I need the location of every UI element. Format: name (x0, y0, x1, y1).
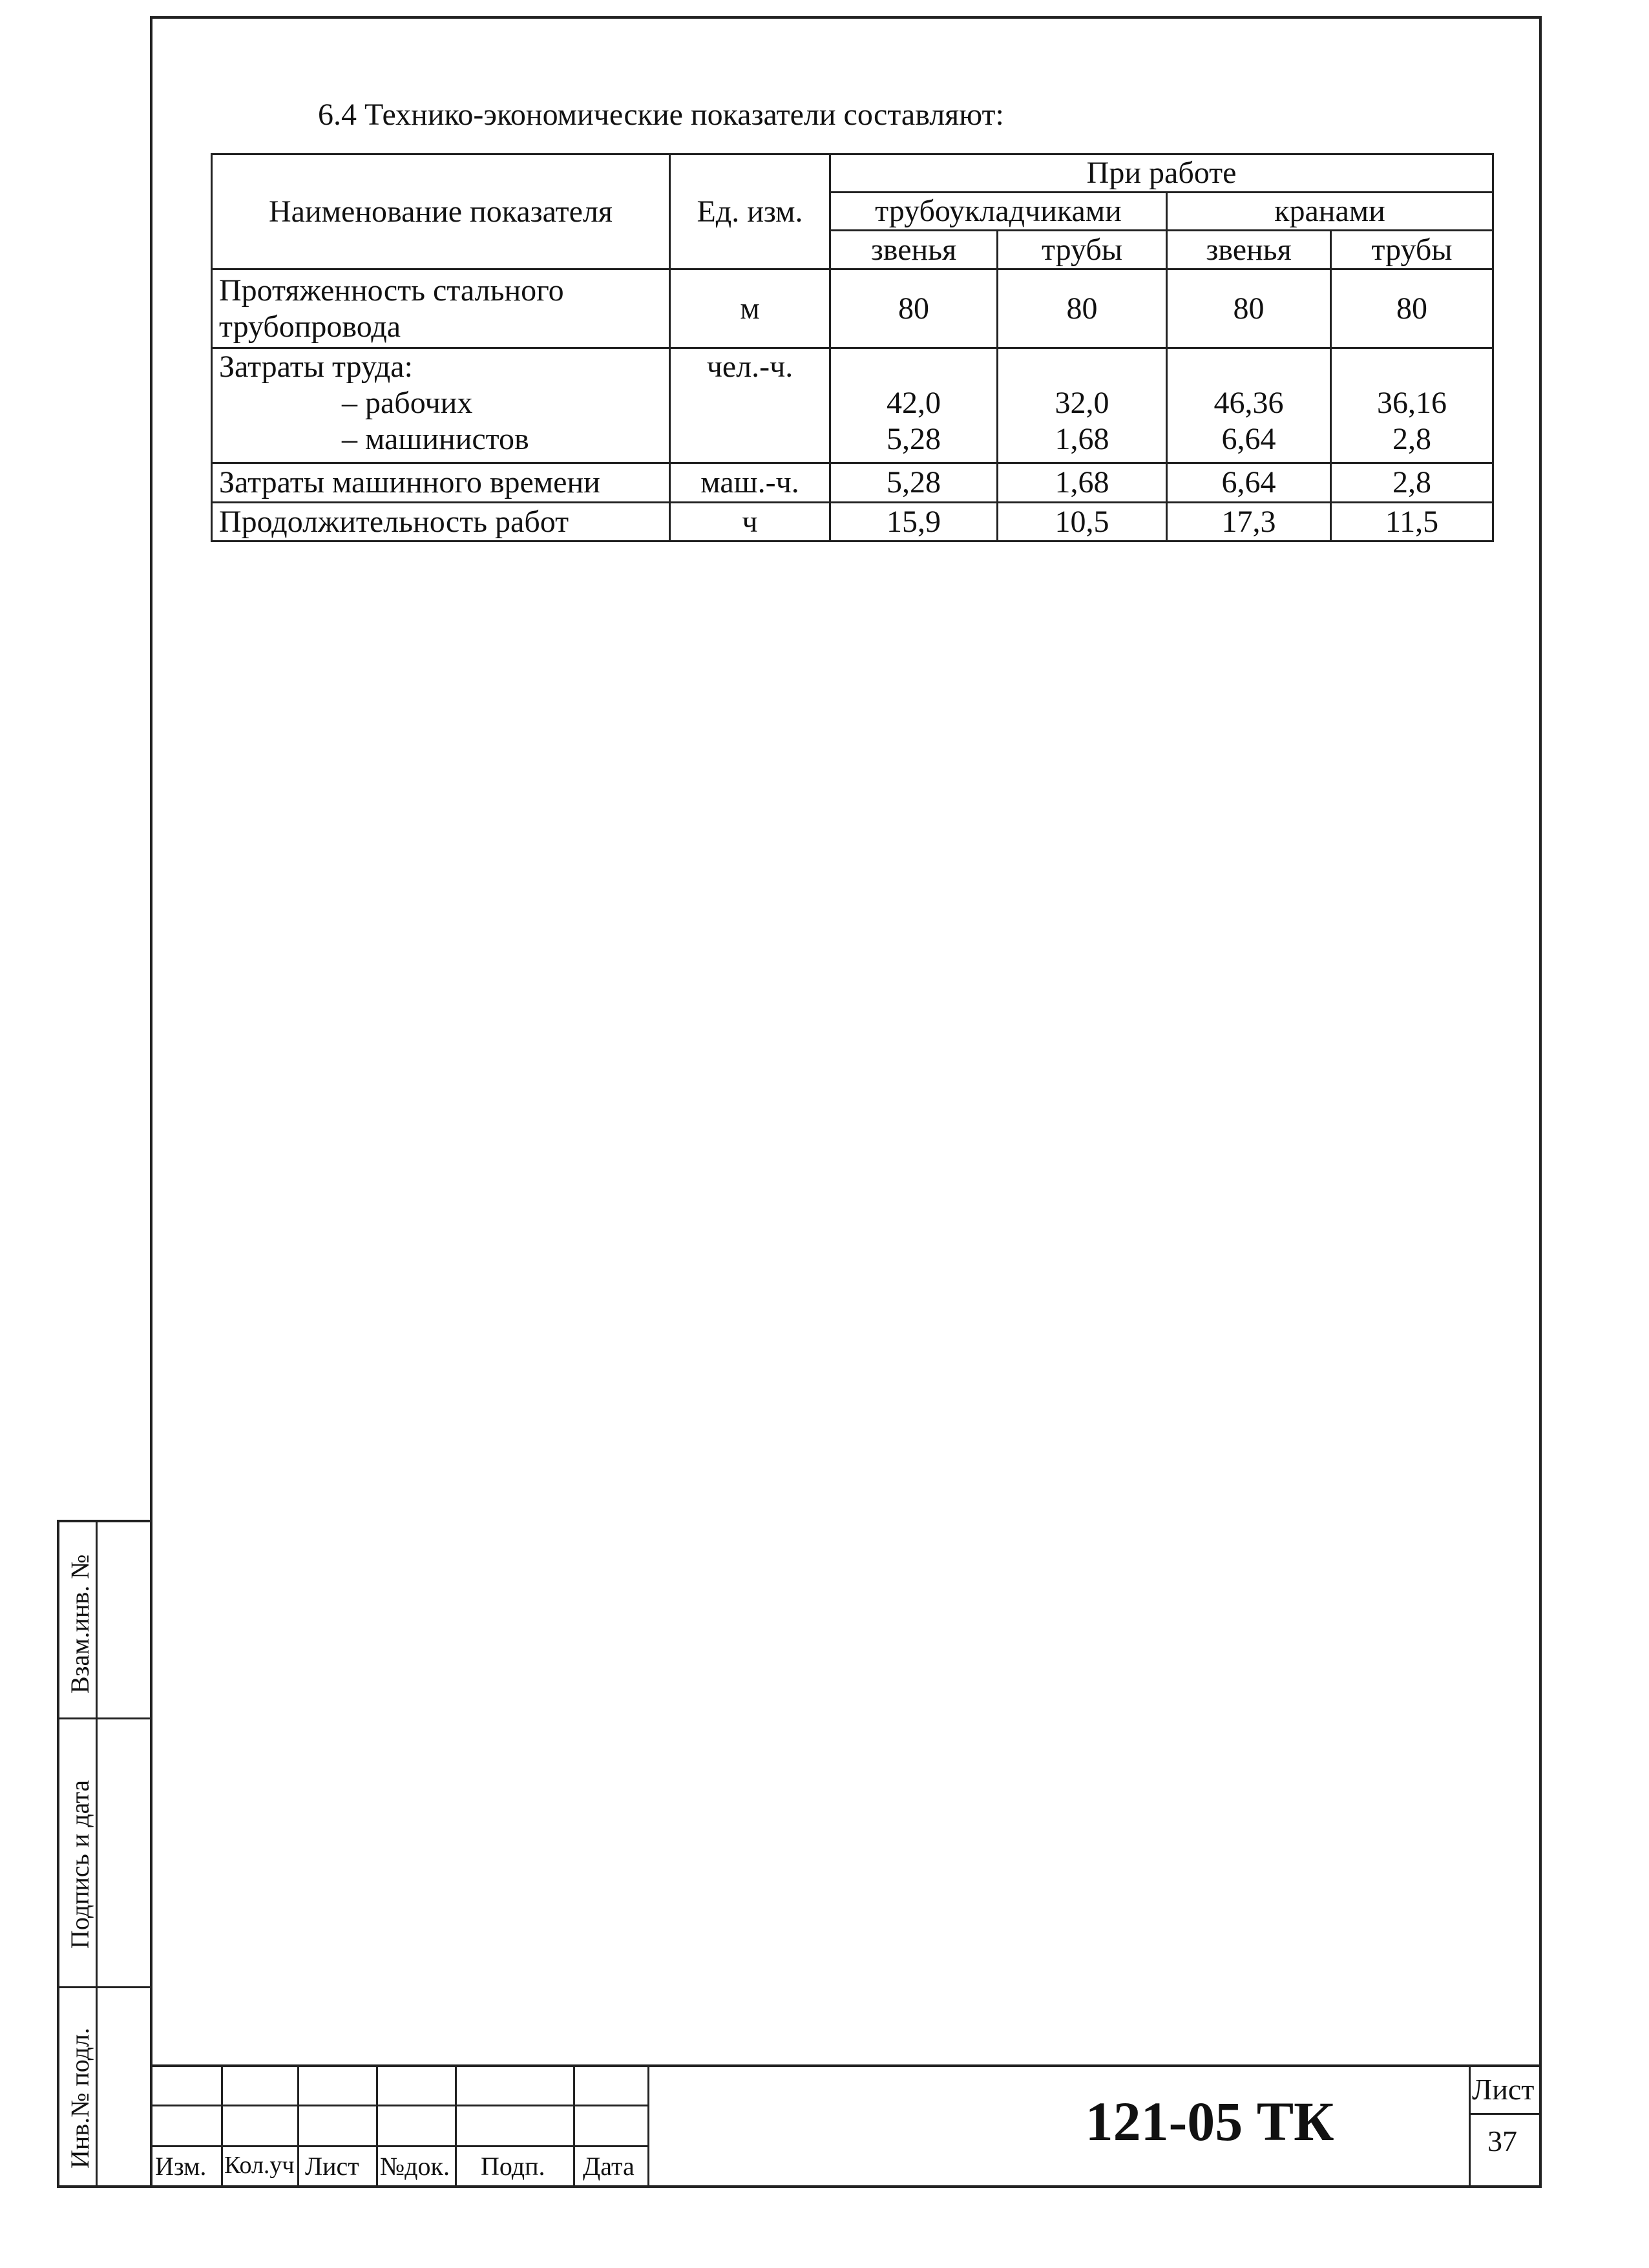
row-value: 80 (1167, 269, 1331, 348)
header-links: звенья (1167, 231, 1331, 269)
row-name (212, 269, 670, 348)
tb-label-kol: Кол.уч (224, 2152, 295, 2179)
title-block-border (647, 2064, 649, 2188)
row-value: 15,9 (830, 503, 998, 541)
title-block-border (221, 2064, 223, 2188)
inv-orig-label: Инв.№ подл. (65, 2028, 94, 2168)
title-block-border (455, 2064, 457, 2188)
row-value: 80 (830, 269, 998, 348)
row-value: 11,5 (1331, 503, 1493, 541)
value-operators: 6,64 (1221, 422, 1276, 456)
indicators-table (211, 153, 1494, 542)
value-operators: 1,68 (1055, 422, 1109, 456)
title-block-border (150, 2064, 1542, 2067)
header-cranes: кранами (1167, 193, 1493, 231)
value-operators: 2,8 (1392, 422, 1432, 456)
section-heading: 6.4 Технико-экономические показатели составляют: (318, 98, 1004, 132)
row-unit: м (670, 269, 830, 348)
row-value: 5,28 (830, 463, 998, 503)
title-block-border (297, 2064, 299, 2188)
table-header-row (212, 154, 1493, 193)
value-operators: 5,28 (887, 422, 941, 456)
row-name-line: трубопровода (219, 309, 401, 344)
row-value (1331, 348, 1493, 463)
title-block (150, 2064, 1542, 2188)
document-code: 121-05 ТК (1085, 2090, 1334, 2152)
table-row (212, 348, 1493, 463)
value-workers: 42,0 (887, 386, 941, 420)
row-value (1167, 348, 1331, 463)
strip-divider (96, 1522, 98, 2185)
row-value (998, 348, 1167, 463)
value-workers: 46,36 (1213, 386, 1284, 420)
row-value: 10,5 (998, 503, 1167, 541)
row-name-line: Протяженность стального (219, 273, 564, 308)
row-value: 2,8 (1331, 463, 1493, 503)
binding-strip (57, 1520, 150, 2188)
title-block-border (573, 2064, 575, 2188)
header-links: звенья (830, 231, 998, 269)
sign-date-label: Подпись и дата (65, 1780, 94, 1949)
header-pipes: трубы (1331, 231, 1493, 269)
header-unit: Ед. изм. (670, 154, 830, 269)
row-name-line: – рабочих (342, 386, 473, 420)
table-row (212, 463, 1493, 503)
row-value: 1,68 (998, 463, 1167, 503)
row-name (212, 348, 670, 463)
header-group: При работе (830, 154, 1493, 193)
title-block-border (376, 2064, 378, 2188)
row-name: Продолжительность работ (212, 503, 670, 541)
row-value: 17,3 (1167, 503, 1331, 541)
row-name: Затраты машинного времени (212, 463, 670, 503)
value-workers: 36,16 (1377, 386, 1447, 420)
strip-divider (59, 1717, 152, 1719)
header-pipelayers: трубоукладчиками (830, 193, 1167, 231)
row-unit: ч (670, 503, 830, 541)
row-value: 6,64 (1167, 463, 1331, 503)
tb-label-ndok: №док. (380, 2152, 450, 2181)
row-value: 80 (1331, 269, 1493, 348)
replace-inv-label: Взам.инв. № (65, 1554, 94, 1694)
sheet-label: Лист (1472, 2073, 1535, 2106)
tb-label-podp: Подп. (481, 2152, 545, 2181)
row-value (830, 348, 998, 463)
strip-divider (59, 1986, 152, 1988)
header-name: Наименование показателя (212, 154, 670, 269)
tb-label-izm: Изм. (155, 2152, 207, 2181)
tb-label-data: Дата (583, 2152, 635, 2181)
row-name-line: Затраты труда: (219, 350, 413, 384)
table-row (212, 269, 1493, 348)
row-name-line: – машинистов (342, 422, 529, 456)
table-row (212, 503, 1493, 541)
row-value: 80 (998, 269, 1167, 348)
row-unit: чел.-ч. (670, 348, 830, 463)
tb-label-list: Лист (305, 2152, 359, 2181)
sheet-number: 37 (1487, 2125, 1517, 2158)
header-pipes: трубы (998, 231, 1167, 269)
value-workers: 32,0 (1055, 386, 1109, 420)
row-unit: маш.-ч. (670, 463, 830, 503)
